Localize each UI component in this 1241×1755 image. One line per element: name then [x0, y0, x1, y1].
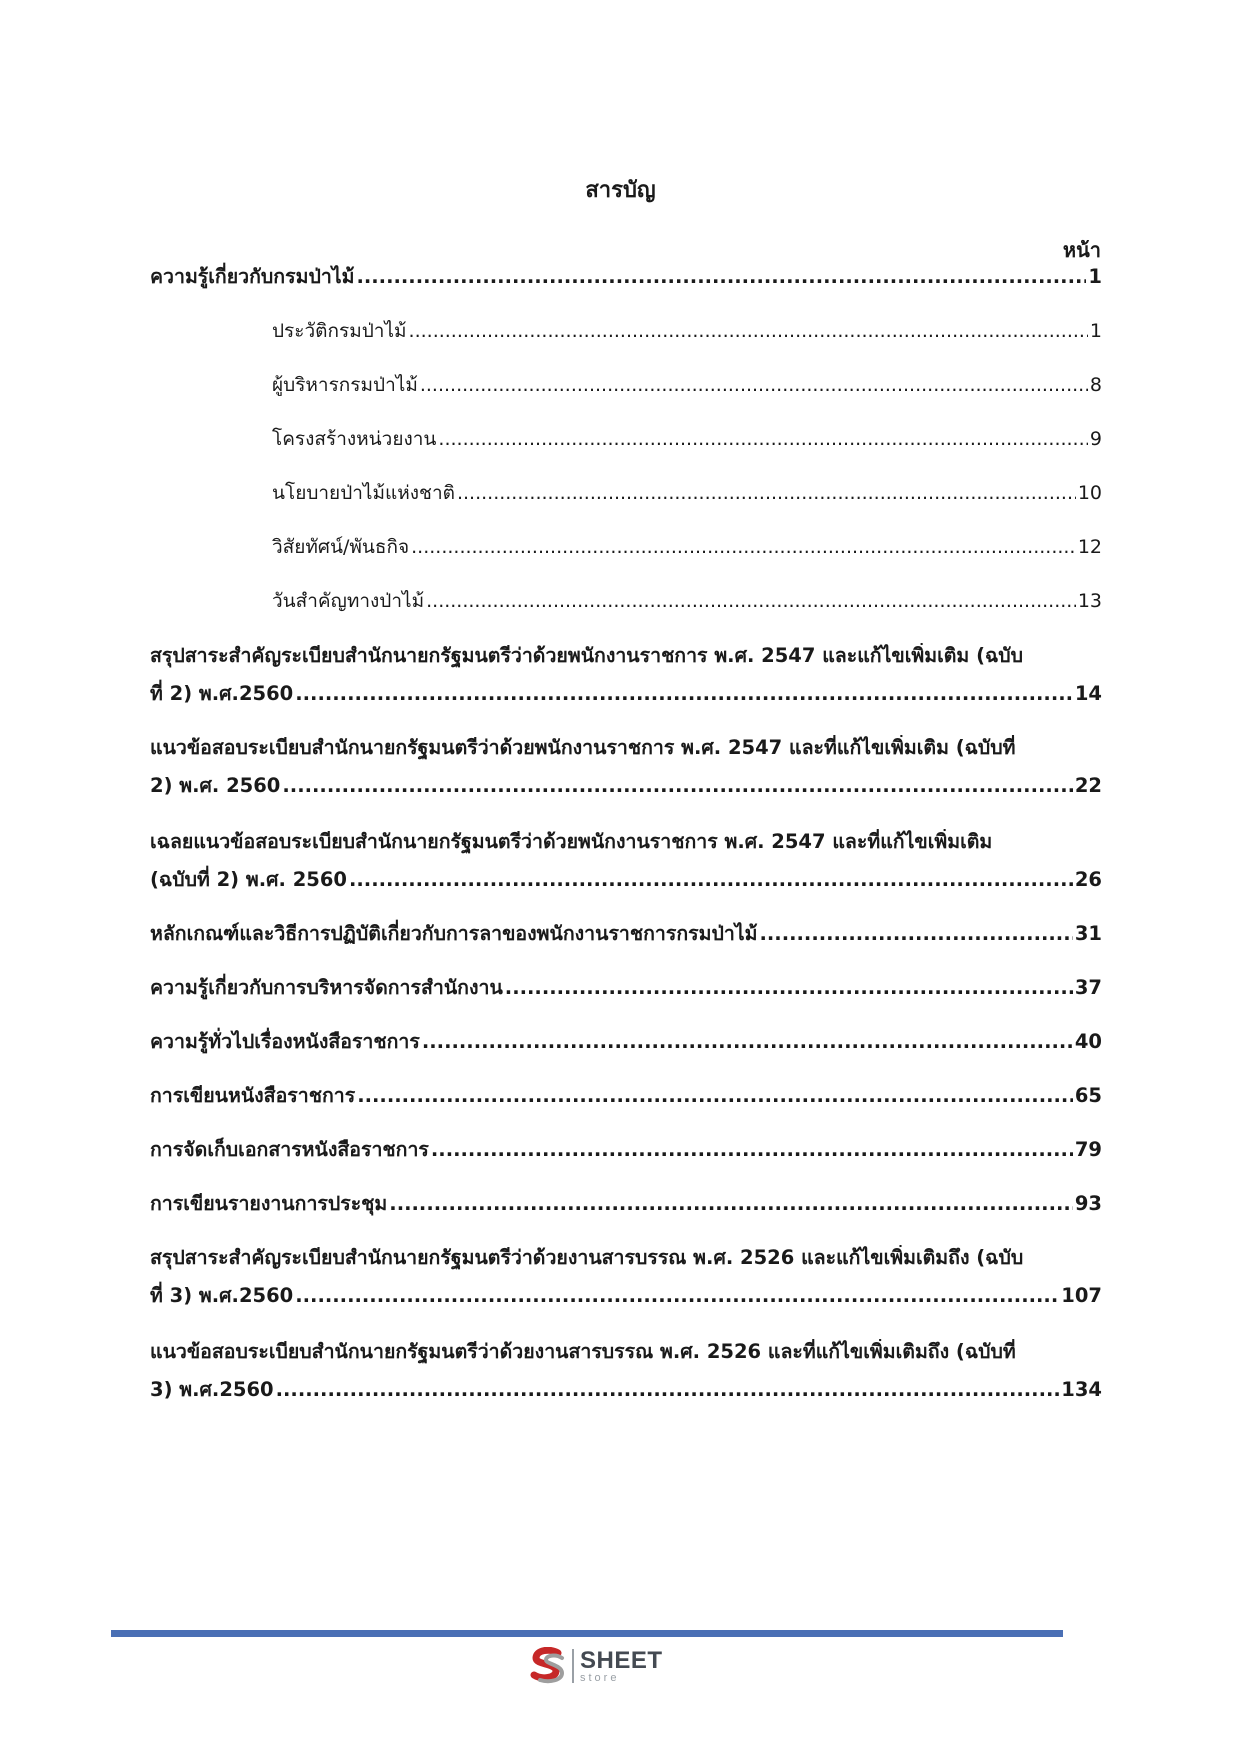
toc-entry-summary-saraban-line1[interactable]: สรุปสาระสำคัญระเบียบสำนักนายกรัฐมนตรีว่าด้วยงานสารบรรณ พ.ศ. 2526 และแก้ไขเพิ่มเติมถึง (ฉบับ [150, 1246, 1024, 1269]
toc-entry-exam-saraban-line1[interactable]: แนวข้อสอบระเบียบสำนักนายกรัฐมนตรีว่าด้วยงานสารบรรณ พ.ศ. 2526 และที่แก้ไขเพิ่มเติมถึง (ฉบับที่ [150, 1340, 1016, 1363]
toc-entry-office-management[interactable]: ความรู้เกี่ยวกับการบริหารจัดการสำนักงาน ..... 37 [150, 975, 1102, 1001]
toc-entry-exam-employee-reg[interactable]: 2) พ.ศ. 2560 ..... 22 [150, 773, 1102, 799]
toc-entry-policy[interactable]: นโยบายป่าไม้แห่งชาติ ..... 10 [272, 480, 1102, 506]
toc-entry-filing-documents[interactable]: การจัดเก็บเอกสารหนังสือราชการ ..... 79 [150, 1137, 1102, 1163]
toc-entry-important-days[interactable]: วันสำคัญทางป่าไม้ ..... 13 [272, 588, 1102, 614]
toc-entry-summary-employee-reg-line1[interactable]: สรุปสาระสำคัญระเบียบสำนักนายกรัฐมนตรีว่าด้วยพนักงานราชการ พ.ศ. 2547 และแก้ไขเพิ่มเติม (ฉบับ [150, 644, 1024, 667]
logo-brand-subtext: store [580, 1671, 620, 1684]
toc-entry-summary-employee-reg[interactable]: ที่ 2) พ.ศ.2560 ..... 14 [150, 681, 1102, 707]
toc-entry-history[interactable]: ประวัติกรมป่าไม้ ..... 1 [272, 318, 1102, 344]
toc-entry-leave-rules[interactable]: หลักเกณฑ์และวิธีการปฏิบัติเกี่ยวกับการลาของพนักงานราชการกรมป่าไม้ ..... 31 [150, 921, 1102, 947]
toc-entry-summary-saraban[interactable]: ที่ 3) พ.ศ.2560 ..... 107 [150, 1283, 1102, 1309]
toc-entry-answers-employee-reg[interactable]: (ฉบับที่ 2) พ.ศ. 2560 ..... 26 [150, 867, 1102, 893]
toc-entry-forestry-knowledge[interactable]: ความรู้เกี่ยวกับกรมป่าไม้ ..... 1 [150, 264, 1102, 290]
toc-entry-meeting-minutes[interactable]: การเขียนรายงานการประชุม ..... 93 [150, 1191, 1102, 1217]
logo-brand-text: SHEET [580, 1646, 663, 1674]
toc-entry-exam-employee-reg-line1[interactable]: แนวข้อสอบระเบียบสำนักนายกรัฐมนตรีว่าด้วยพนักงานราชการ พ.ศ. 2547 และที่แก้ไขเพิ่มเติม (ฉบับที่ [150, 736, 1016, 759]
footer-divider [111, 1630, 1063, 1637]
sheet-store-logo [528, 1647, 663, 1685]
toc-entry-vision[interactable]: วิสัยทัศน์/พันธกิจ ..... 12 [272, 534, 1102, 560]
toc-entry-official-letters-general[interactable]: ความรู้ทั่วไปเรื่องหนังสือราชการ ..... 40 [150, 1029, 1102, 1055]
document-title: สารบัญ [585, 178, 656, 203]
toc-entry-exam-saraban[interactable]: 3) พ.ศ.2560 ..... 134 [150, 1377, 1102, 1403]
toc-entry-executives[interactable]: ผู้บริหารกรมป่าไม้ ..... 8 [272, 372, 1102, 398]
sheet-logo-icon [528, 1647, 568, 1685]
toc-entry-writing-letters[interactable]: การเขียนหนังสือราชการ ..... 65 [150, 1083, 1102, 1109]
page-column-header: หน้า [1062, 238, 1101, 262]
toc-entry-answers-employee-reg-line1[interactable]: เฉลยแนวข้อสอบระเบียบสำนักนายกรัฐมนตรีว่าด้วยพนักงานราชการ พ.ศ. 2547 และที่แก้ไขเพิ่มเติม [150, 830, 993, 853]
toc-entry-structure[interactable]: โครงสร้างหน่วยงาน ..... 9 [272, 426, 1102, 452]
logo-separator [572, 1649, 574, 1683]
